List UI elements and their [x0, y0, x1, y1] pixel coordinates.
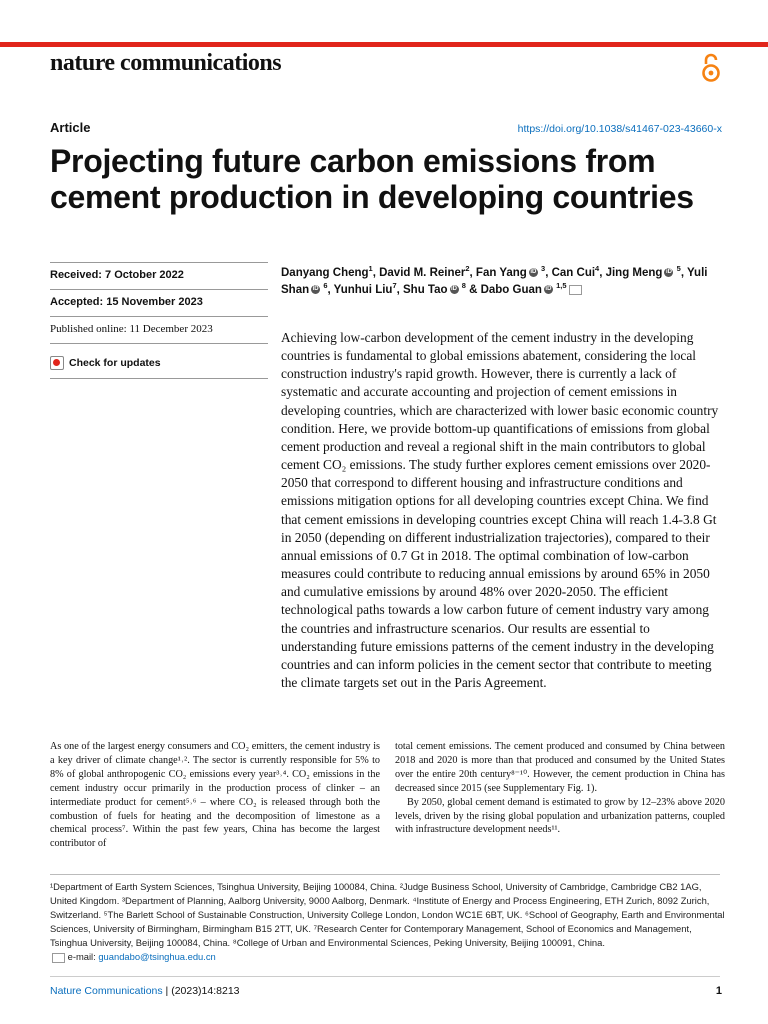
- footnote-divider: [50, 874, 720, 875]
- author-name[interactable]: Shu Tao: [403, 284, 448, 296]
- top-accent-bar: [0, 42, 768, 47]
- page-number: 1: [715, 985, 722, 997]
- affiliations-text: ¹Department of Earth System Sciences, Tsinghua University, Beijing 100084, China. ²Judge Business School, University of Cambridge, Cambridge CB2 1AG, United Kingdom. ³Department of Planning, Aalborg University, 9000 Aalborg, Denmark. ⁴Institute of Energy and Process Engineering, ETH Zurich, 8092 Zurich, Switzerland. ⁵The Barlett School of Sustainable Construction, University College London, London WC1E 6BT, UK. ⁶School of Geography, Earth and Environmental Sciences, University of Birmingham, Birmingham B15 2TT, UK. ⁷Research Center for Contemporary Management, School of Economics and Management, Tsinghua University, Beijing 100084, China. ⁸College of Urban and Environmental Sciences, Peking University, Beijing 100091, China.: [50, 881, 725, 948]
- author-affiliation-sup: 4: [595, 264, 600, 274]
- author-affiliation-sup: 3: [541, 264, 546, 274]
- article-title: Projecting future carbon emissions from cement production in developing countries: [50, 143, 694, 215]
- author-name[interactable]: Jing Meng: [605, 267, 663, 279]
- check-for-updates-button[interactable]: [50, 350, 268, 370]
- orcid-icon[interactable]: iD: [312, 286, 319, 293]
- author-affiliation-sup: 2: [465, 264, 470, 274]
- open-access-icon: [700, 52, 722, 84]
- author-affiliation-sup: 8: [461, 281, 466, 291]
- article-type-label: Article: [50, 120, 91, 135]
- footer-citation: | (2023)14:8213: [162, 985, 240, 997]
- envelope-icon: [52, 953, 65, 963]
- accepted-date: Accepted: 15 November 2023: [50, 289, 268, 316]
- author-affiliation-sup: 7: [392, 281, 397, 291]
- body-paragraph: total cement emissions. The cement produced and consumed by China between 2018 and 2020 is more than that produced and consumed by the United States over the entire 20th century⁸⁻¹⁰. However, the cement production in China has decreased since 2015 (see Supplementary Fig. 1).: [395, 741, 725, 794]
- author-name[interactable]: Yunhui Liu: [333, 284, 393, 296]
- body-paragraph: By 2050, global cement demand is estimated to grow by 12–23% above 2020 levels, driven by the rising global population and urbanization patterns, coupled with infrastructure development needs¹¹.: [395, 796, 725, 836]
- body-column-2: [395, 740, 725, 837]
- affiliations: [50, 880, 725, 964]
- author-affiliation-sup: 1: [368, 264, 373, 274]
- body-paragraph: As one of the largest energy consumers and CO₂ emitters, the cement industry is a key driver of climate change¹˒². The sector is currently responsible for 5% to 8% of global anthropogenic CO₂ emissions every year³˒⁴. CO₂ emissions in the cement industry occur primarily in the production process of clinker – an intermediate product for cement⁵˒⁶ – where CO₂ is released through both the combustion of fuels for heating and the decomposition of limestone as a chemical process⁷. Within the past few years, China has become the largest contributor of: [50, 741, 380, 850]
- published-date: Published online: 11 December 2023: [50, 316, 268, 343]
- orcid-icon[interactable]: iD: [530, 269, 537, 276]
- author-affiliation-sup: 5: [676, 264, 681, 274]
- orcid-icon[interactable]: iD: [545, 286, 552, 293]
- email-label: e-mail:: [67, 951, 99, 962]
- check-updates-icon: [50, 356, 64, 370]
- author-name[interactable]: Dabo Guan: [480, 284, 542, 296]
- author-list: Danyang Cheng$^1$, David M. Reiner$^2$, Fan Yang iD $^3$, Can Cui$^4$, Jing Meng iD $^5$, Yuli Shan iD $^6$, Yunhui Liu$^7$, Shu Tao iD $^8$ & Dabo Guan iD $^{1,5}$: [281, 264, 708, 296]
- corresponding-email-link[interactable]: guandabo@tsinghua.edu.cn: [98, 951, 216, 962]
- author-name[interactable]: Danyang Cheng: [281, 267, 369, 279]
- author-name[interactable]: Can Cui: [551, 267, 596, 279]
- author-name[interactable]: Fan Yang: [475, 267, 527, 279]
- author-name[interactable]: Yuli Shan: [281, 267, 708, 296]
- footer-divider: [50, 976, 720, 977]
- author-affiliation-sup: 6: [323, 281, 328, 291]
- article-meta: [50, 262, 268, 379]
- abstract: Achieving low-carbon development of the cement industry in the developing countries is fundamental to global emissions abatement, considering the local construction industry's rapid growth. However, there is currently a lack of systematic and accurate accounting and projection of cement emissions in developing countries, which are characterized with lower basic economic country condition. Here, we provide bottom-up quantifications of emissions from global cement production and reveal a regional shift in the main contributors to global cement CO₂ emissions. The study further explores cement emissions over 2020-2050 that correspond to different housing and infrastructure conditions and emissions mitigation options for all developing countries except China. We find that cement emissions in developing countries except China will reach 1.4-3.8 Gt in 2050 (depending on different industrialization trajectories), compared to their annual emissions of 0.7 Gt in 2018. The optimal combination of low-carbon measures could contribute to reducing annual emissions by around 65% in 2050 and cumulative emissions by around 48% over 2020-2050. The efficient technological paths towards a low carbon future of cement industry vary among the countries and infrastructure scenarios. Our results are essential to understanding future emissions patterns of the cement industry in the developing countries and can inform policies in the cement sector that contribute to meeting the climate targets set out in the Paris Agreement.: [281, 330, 719, 690]
- author-affiliation-sup: 1,5: [556, 281, 567, 291]
- orcid-icon[interactable]: iD: [451, 286, 458, 293]
- journal-name: nature communications: [50, 50, 282, 76]
- footer-journal[interactable]: Nature Communications: [50, 985, 163, 997]
- envelope-icon[interactable]: [569, 285, 582, 295]
- author-name[interactable]: David M. Reiner: [379, 267, 466, 279]
- body-column-1: [50, 740, 380, 851]
- orcid-icon[interactable]: iD: [665, 269, 672, 276]
- doi-link[interactable]: https://doi.org/10.1038/s41467-023-43660-x: [517, 123, 722, 135]
- received-date: Received: 7 October 2022: [50, 262, 268, 289]
- page-footer: [50, 985, 240, 997]
- check-updates-label: Check for updates: [69, 357, 161, 369]
